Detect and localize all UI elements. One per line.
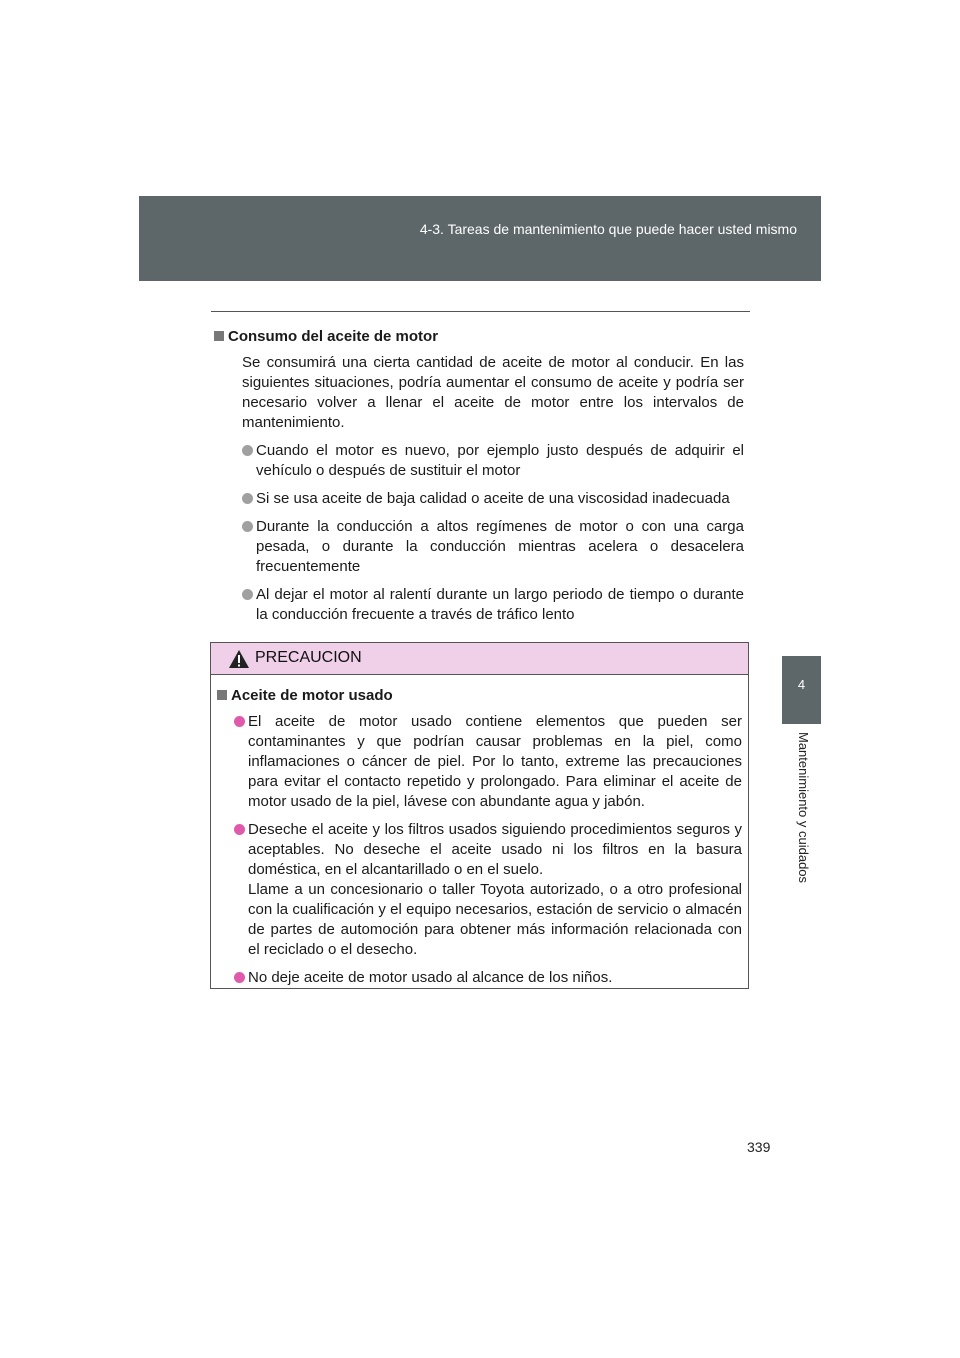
list-item-text: Deseche el aceite y los filtros usados siguiendo procedimientos seguros y aceptables. No deseche el aceite usado ni los filtros en la basura doméstica, en el alcantarillado o en el suelo. (248, 821, 742, 878)
section-heading (214, 327, 744, 347)
caution-subtitle: Aceite de motor usado (231, 687, 393, 704)
section-intro: Se consumirá una cierta cantidad de aceite de motor al conducir. En las siguientes situaciones, podría aumentar el consumo de aceite y podría ser necesario volver a llenar el aceite de motor entre los intervalos de mantenimiento. (242, 354, 744, 431)
list-item: El aceite de motor usado contiene elementos que pueden ser contaminantes y que podrían causar problemas en la piel, como inflamaciones o cáncer de piel. Por lo tanto, extreme las precauciones para evitar el contacto repetido y prolongado. Para eliminar el aceite de motor usado de la piel, lávese con abundante agua y jabón. (234, 712, 742, 812)
list-item (234, 820, 742, 960)
list-item: Cuando el motor es nuevo, por ejemplo justo después de adquirir el vehículo o después de sustituir el motor (242, 441, 744, 481)
warning-triangle-icon (228, 649, 250, 669)
list-item: Durante la conducción a altos regímenes de motor o con una carga pesada, o durante la conducción mientras acelera o desacelera frecuentemente (242, 517, 744, 577)
caution-title: PRECAUCION (255, 649, 362, 666)
page-header (139, 196, 821, 281)
header-section-title: 4-3. Tareas de mantenimiento que puede hacer usted mismo (419, 221, 797, 237)
caution-subheading (217, 686, 742, 706)
chapter-number: 4 (797, 677, 806, 692)
list-item-extra: Llame a un concesionario o taller Toyota autorizado, o a otro profesional con la cualificación y el equipo necesarios, estación de servicio o almacén de partes de automoción para obtener más información relacionada con el reciclado o el desecho. (248, 881, 742, 958)
square-bullet-icon (214, 331, 224, 341)
caution-body (211, 675, 748, 988)
list-item: Si se usa aceite de baja calidad o aceite de una viscosidad inadecuada (242, 489, 744, 509)
main-content (214, 327, 744, 633)
square-bullet-icon (217, 690, 227, 700)
caution-box (210, 642, 749, 989)
list-item: No deje aceite de motor usado al alcance de los niños. (234, 968, 742, 988)
page-number: 339 (747, 1139, 771, 1155)
caution-header (211, 643, 748, 675)
section-title: Consumo del aceite de motor (228, 328, 439, 345)
chapter-tab (782, 656, 821, 724)
top-divider (211, 311, 750, 312)
chapter-label: Mantenimiento y cuidados (796, 732, 811, 884)
list-item: Al dejar el motor al ralentí durante un largo periodo de tiempo o durante la conducción frecuente a través de tráfico lento (242, 585, 744, 625)
